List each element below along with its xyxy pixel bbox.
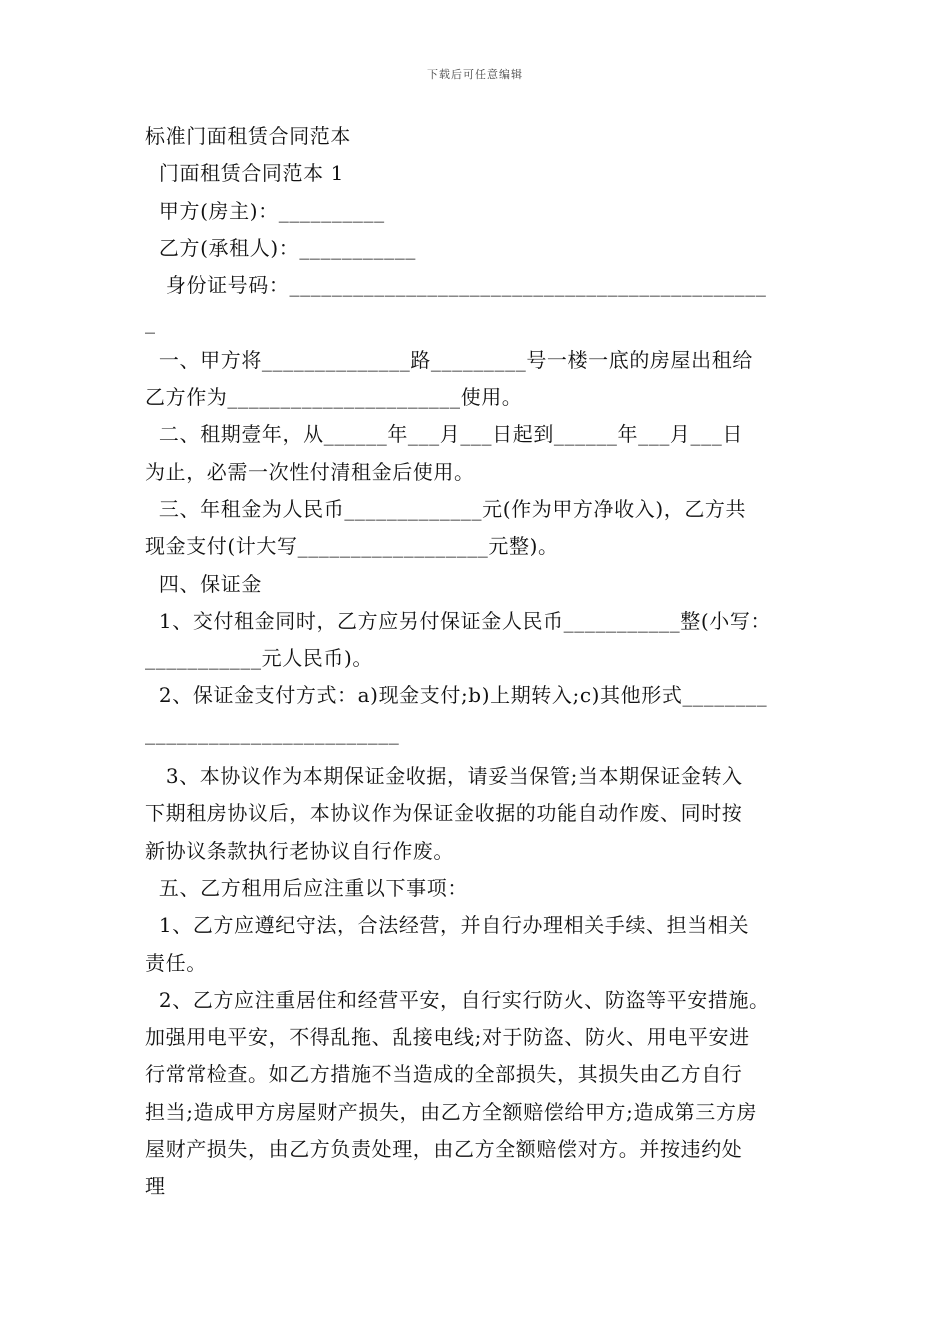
document-title: 标准门面租赁合同范本 (145, 124, 351, 148)
article-line: 理 (145, 1174, 166, 1199)
article-line: 责任。 (145, 950, 207, 975)
id-number-tail: _ (145, 310, 156, 335)
article-line: 行常常检查。如乙方措施不当造成的全部损失，其损失由乙方自行 (145, 1062, 743, 1087)
party-b-line: 乙方(承租人)：___________ (145, 235, 416, 260)
article-line: 新协议条款执行老协议自行作废。 (145, 838, 454, 863)
article-4-clause-3 (145, 758, 815, 870)
article-2 (145, 416, 815, 491)
page-header: 下载后可任意编辑 (427, 68, 523, 81)
article-5-title: 五、乙方租用后应注重以下事项： (145, 875, 468, 900)
article-line: 为止，必需一次性付清租金后使用。 (145, 459, 475, 484)
article-4-title: 四、保证金 (145, 571, 262, 596)
article-line: 1、交付租金同时，乙方应另付保证金人民币___________整(小写： (145, 608, 772, 633)
party-a-line: 甲方(房主)：__________ (145, 198, 385, 223)
article-line: 3、本协议作为本期保证金收据，请妥当保管;当本期保证金转入 (145, 764, 743, 789)
article-1 (145, 342, 815, 417)
article-4-clause-2 (145, 677, 815, 752)
article-line: 2、保证金支付方式：a)现金支付;b)上期转入;c)其他形式________ (145, 683, 768, 708)
article-line: 屋财产损失，由乙方负责处理，由乙方全额赔偿对方。并按违约处 (145, 1137, 743, 1162)
article-line: ________________________ (145, 720, 400, 745)
id-number-line: 身份证号码：_____________________________________________ (145, 273, 767, 298)
article-3 (145, 491, 815, 566)
article-5-clause-1 (145, 907, 815, 982)
article-line: 现金支付(计大写__________________元整)。 (145, 534, 559, 559)
contract-subtitle: 门面租赁合同范本 1 (145, 161, 345, 186)
article-line: 一、甲方将______________路_________号一楼一底的房屋出租给 (145, 347, 753, 372)
article-line: 2、乙方应注重居住和经营平安，自行实行防火、防盗等平安措施。 (145, 987, 770, 1012)
article-line: 二、租期壹年，从______年___月___日起到______年___月___日 (145, 422, 743, 447)
article-line: 1、乙方应遵纪守法，合法经营，并自行办理相关手续、担当相关 (145, 913, 750, 938)
document-body (145, 118, 815, 1206)
article-line: 三、年租金为人民币_____________元(作为甲方净收入)，乙方共 (145, 496, 747, 521)
article-line: ___________元人民币)。 (145, 646, 374, 671)
article-line: 下期租房协议后，本协议作为保证金收据的功能自动作废、同时按 (145, 801, 743, 826)
article-5-clause-2 (145, 982, 815, 1206)
article-line: 加强用电平安，不得乱拖、乱接电线;对于防盗、防火、用电平安进 (145, 1025, 750, 1050)
article-line: 担当;造成甲方房屋财产损失，由乙方全额赔偿给甲方;造成第三方房 (145, 1099, 758, 1124)
article-4-clause-1 (145, 603, 815, 678)
article-line: 乙方作为______________________使用。 (145, 385, 523, 410)
